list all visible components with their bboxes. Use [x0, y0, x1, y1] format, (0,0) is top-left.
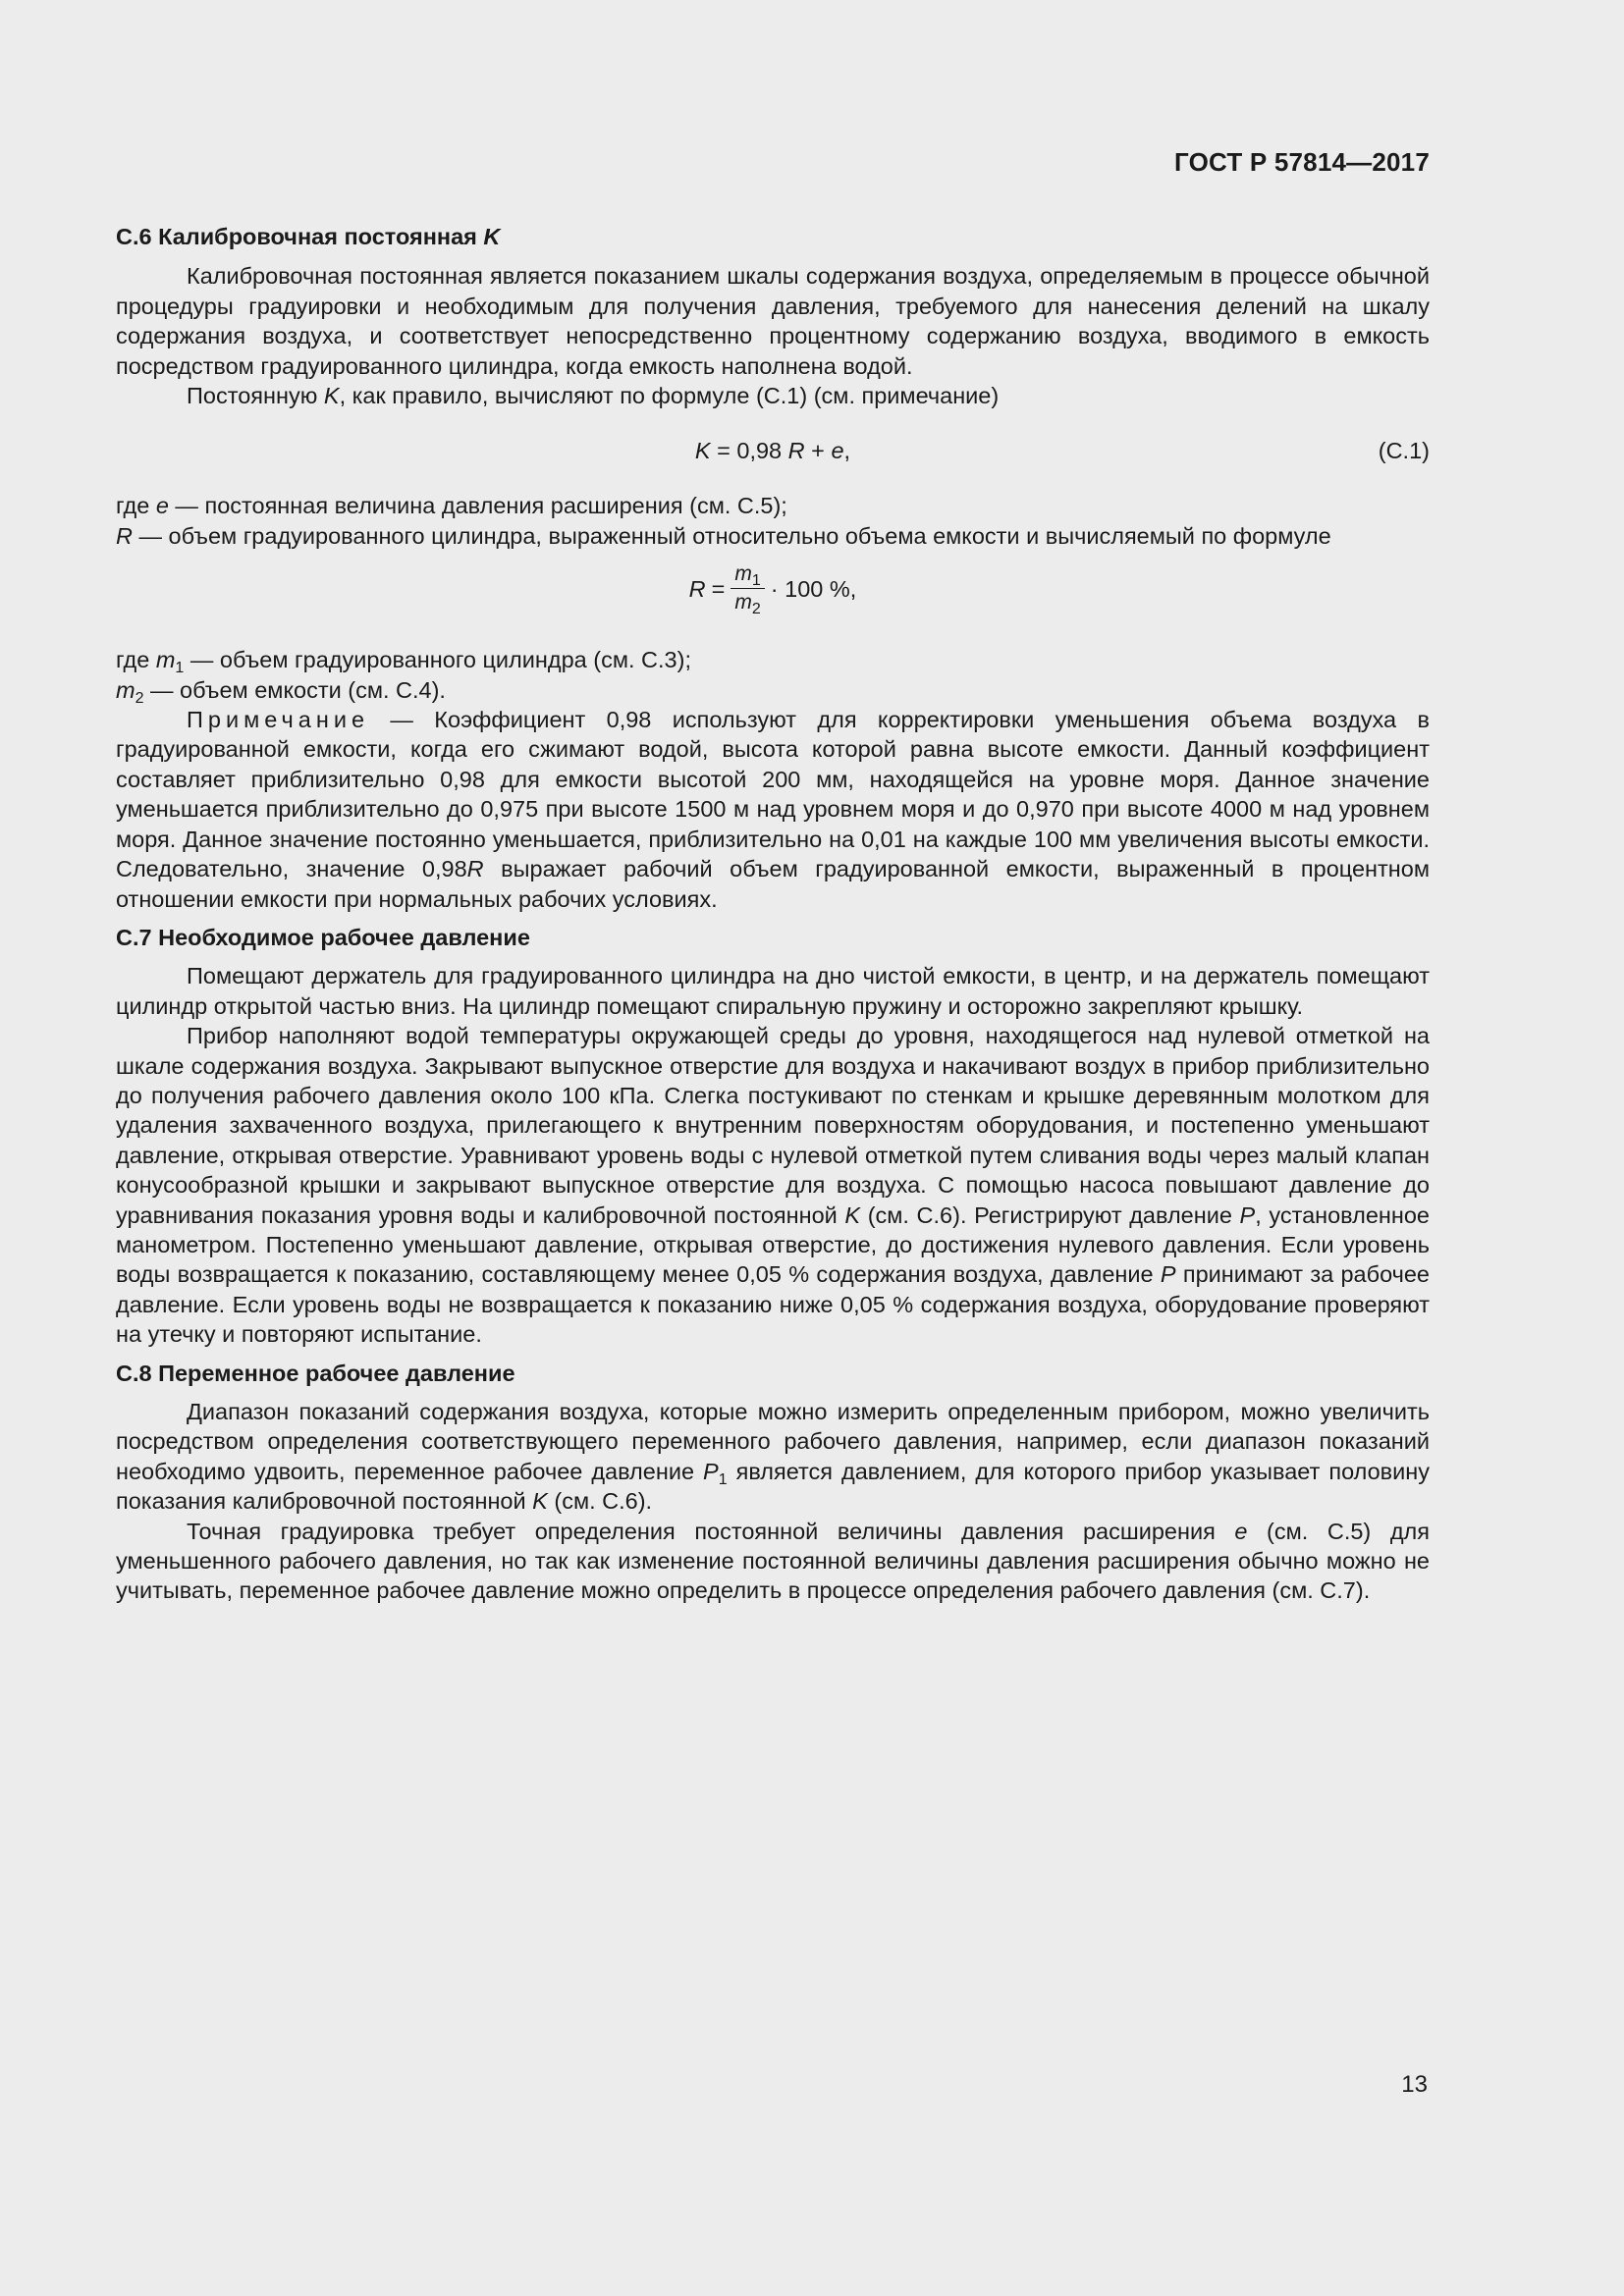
- formula-r: R = $\frac{m_1}{m_2}$ · 100 %,: [688, 562, 857, 618]
- fraction: $\frac{m_1}{m_2}$: [731, 562, 764, 614]
- where-clause: $m_2$ — объем емкости (см. С.4).: [116, 676, 446, 707]
- paragraph: Точная градуировка требует определения постоянной величины давления расширения e (см. С.5) для уменьшенного рабочего давления, но так как изменение постоянной величины давления расширения обычно можно не учитывать, переменное рабочее давление можно определить в процессе определения рабочего давления (см. С.7).: [116, 1518, 1430, 1604]
- section-title-c8: С.8 Переменное рабочее давление: [116, 1360, 515, 1386]
- paragraph: Помещают держатель для градуированного цилиндра на дно чистой емкости, в центр, и на держатель помещают цилиндр открытой частью вниз. На цилиндр помещают спиральную пружину и осторожно закрепляют крышку.: [116, 963, 1430, 1019]
- paragraph: Диапазон показаний содержания воздуха, которые можно измерить определенным прибором, можно увеличить посредством определения соответствующего переменного рабочего давления, например, если диапазон показаний необходимо удвоить, переменное рабочее давление $P_1$ является давлением, для которого прибор указывает половину показания калибровочной постоянной K (см. С.6).: [116, 1399, 1431, 1515]
- paragraph: Калибровочная постоянная является показанием шкалы содержания воздуха, определяемым в процессе обычной процедуры градуировки и необходимым для получения давления, требуемого для нанесения делений на шкалу содержания воздуха, и соответствует непосредственно процентному содержанию воздуха, вводимого в емкость посредством градуированного цилиндра, когда емкость наполнена водой.: [116, 263, 1430, 379]
- page-number: 13: [1401, 2071, 1428, 2098]
- document-header: ГОСТ Р 57814—2017: [1174, 147, 1430, 177]
- section-title-c7: С.7 Необходимое рабочее давление: [116, 924, 530, 950]
- formula-number: (С.1): [1378, 438, 1430, 464]
- formula-expression: K = 0,98 R + e,: [694, 438, 851, 464]
- document-body: [116, 222, 1430, 1606]
- where-clause: где e — постоянная величина давления расширения (см. С.5);: [116, 493, 787, 519]
- where-clause: где $m_1$ — объем градуированного цилиндра (см. С.3);: [116, 647, 691, 677]
- paragraph: Прибор наполняют водой температуры окружающей среды до уровня, находящегося над нулевой отметкой на шкале содержания воздуха. Закрывают выпускное отверстие для воздуха и накачивают воздух в прибор приблизительно до получения рабочего давления около 100 кПа. Слегка постукивают по стенкам и крышке деревянным молотком для удаления захваченного воздуха, прилегающего к внутренним поверхностям оборудования, и постепенно уменьшают давление, открывая отверстие. Уравнивают уровень воды с нулевой отметкой путем сливания воды через малый клапан конусообразной крышки и закрывают выпускное отверстие для воздуха. С помощью насоса повышают давление до уравнивания показания уровня воды и калибровочной постоянной K (см. С.6). Регистрируют давление P, установленное манометром. Постепенно уменьшают давление, открывая отверстие, до достижения нулевого давления. Если уровень воды возвращается к показанию, составляющему менее 0,05 % содержания воздуха, давление P принимают за рабочее давление. Если уровень воды не возвращается к показанию ниже 0,05 % содержания воздуха, оборудование проверяют на утечку и повторяют испытание.: [116, 1023, 1431, 1348]
- paragraph: Постоянную K, как правило, вычисляют по формуле (С.1) (см. примечание): [187, 383, 1000, 409]
- formula-c1: [116, 432, 1430, 471]
- note-paragraph: Примечание — Коэффициент 0,98 используют для корректировки уменьшения объема воздуха в градуированной емкости, когда его сжимают водой, высота которой равна высоте емкости. Данный коэффициент составляет приблизительно 0,98 для емкости высотой 200 мм, находящейся на уровне моря. Данное значение уменьшается приблизительно до 0,975 при высоте 1500 м над уровнем моря и до 0,970 при высоте 4000 м над уровнем моря. Данное значение постоянно уменьшается, приблизительно на 0,01 на каждые 100 мм увеличения высоты емкости. Следовательно, значение 0,98R выражает рабочий объем градуированной емкости, выраженный в процентном отношении емкости при нормальных рабочих условиях.: [116, 707, 1430, 912]
- section-title-c6: С.6 Калибровочная постоянная K: [116, 224, 501, 249]
- where-clause: R — объем градуированного цилиндра, выраженный относительно объема емкости и вычисляемый по формуле: [116, 522, 1331, 549]
